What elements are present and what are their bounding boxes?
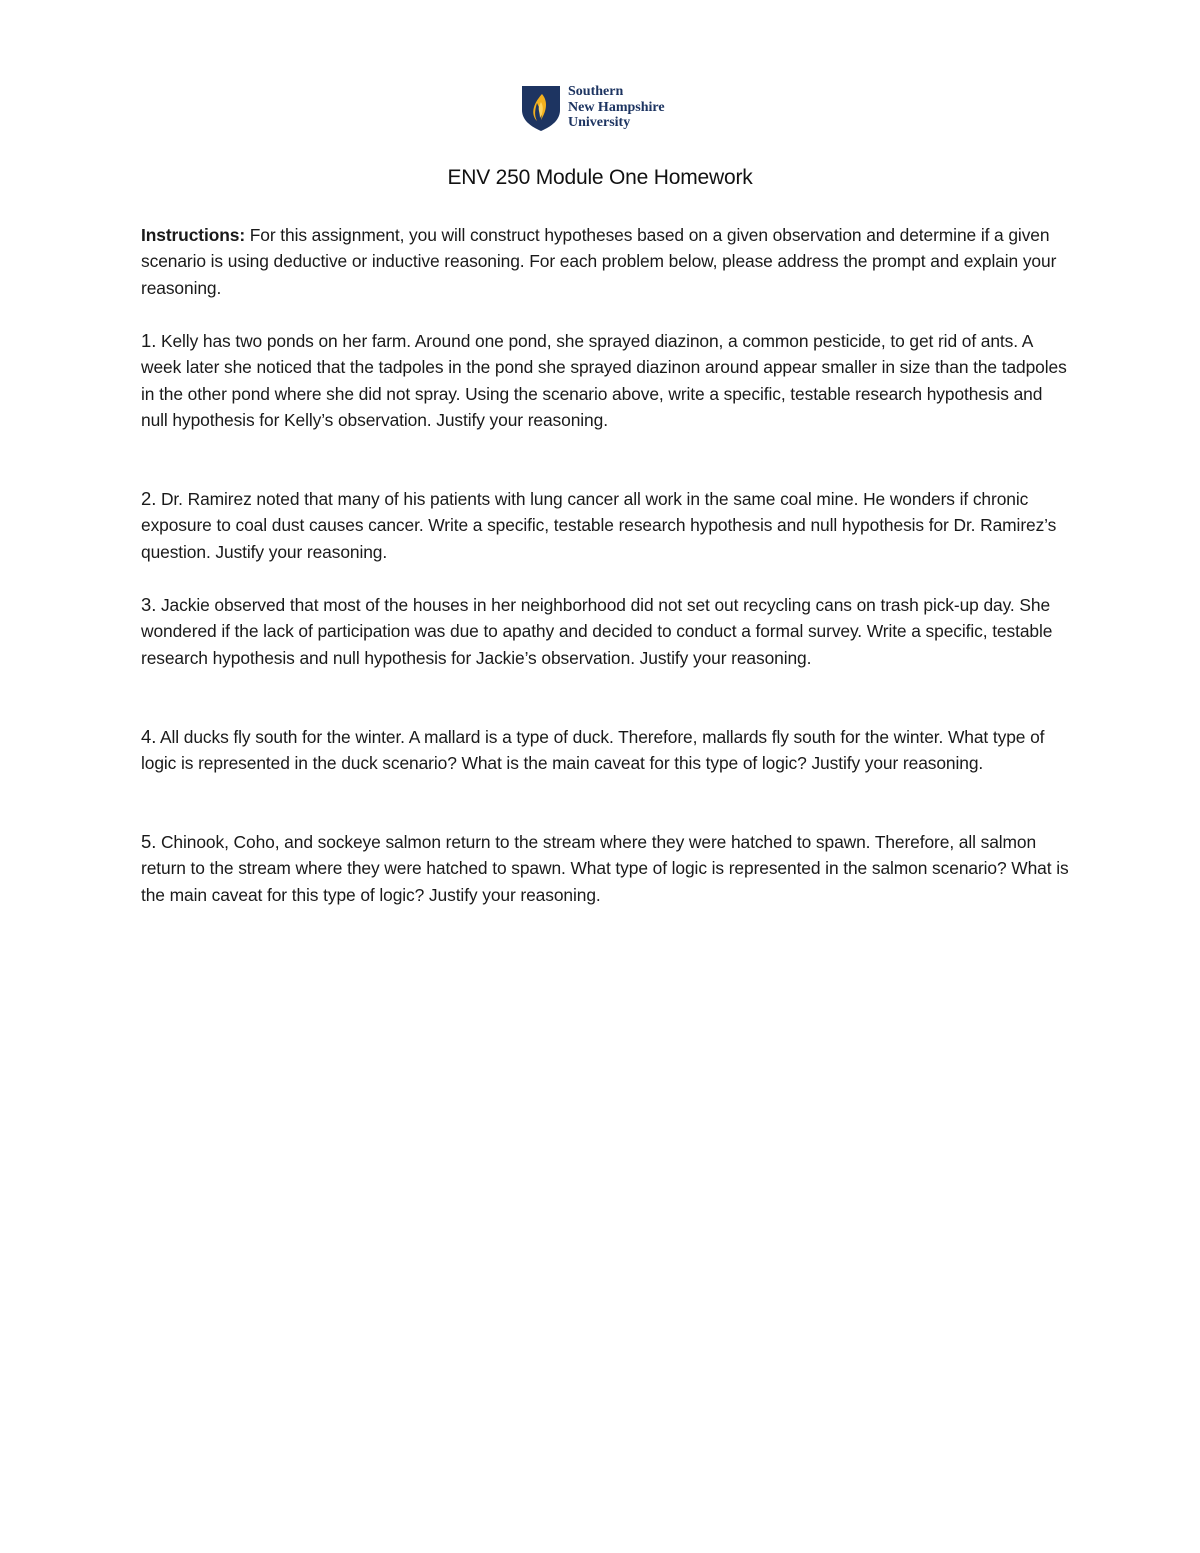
question-1: [141, 328, 1071, 434]
question-text: Kelly has two ponds on her farm. Around one pond, she sprayed diazinon, a common pesticide, to get rid of ants. A week later she noticed that the tadpoles in the pond she sprayed diazinon around appear smaller in size than the tadpoles in the other pond where she did not spray. Using the scenario above, write a specific, testable research hypothesis and null hypothesis for Kelly’s observation. Justify your reasoning.: [141, 331, 1067, 431]
question-2: [141, 486, 1071, 565]
question-text: All ducks fly south for the winter. A mallard is a type of duck. Therefore, mallards fly south for the winter. What type of logic is represented in the duck scenario? What is the main caveat for this type of logic? Justify your reasoning.: [141, 727, 1045, 774]
question-text: Dr. Ramirez noted that many of his patients with lung cancer all work in the same coal mine. He wonders if chronic exposure to coal dust causes cancer. Write a specific, testable research hypothesis and null hypothesis for Dr. Ramirez’s question. Justify your reasoning.: [141, 489, 1057, 562]
logo-line-1: Southern: [568, 84, 624, 99]
university-logo: [520, 84, 665, 132]
question-4: [141, 724, 1071, 777]
question-text: Chinook, Coho, and sockeye salmon return to the stream where they were hatched to spawn. Therefore, all salmon return to the stream where they were hatched to spawn. What type of logic is represented in the salmon scenario? What is the main caveat for this type of logic? Justify your reasoning.: [141, 832, 1069, 905]
question-number: 3.: [141, 594, 157, 615]
question-text: Jackie observed that most of the houses in her neighborhood did not set out recycling cans on trash pick-up day. She wondered if the lack of participation was due to apathy and decided to conduct a formal survey. Write a specific, testable research hypothesis and null hypothesis for Jackie’s observation. Justify your reasoning.: [141, 595, 1053, 668]
question-5: [141, 829, 1071, 908]
question-number: 5.: [141, 831, 157, 852]
shield-flame-icon: [520, 84, 562, 132]
question-number: 4.: [141, 726, 157, 747]
page-title: ENV 250 Module One Homework: [447, 166, 753, 189]
instructions-paragraph: [141, 222, 1071, 301]
question-number: 1.: [141, 330, 157, 351]
instructions-text: For this assignment, you will construct hypotheses based on a given observation and determine if a given scenario is using deductive or inductive reasoning. For each problem below, please address the prompt and explain your reasoning.: [141, 225, 1057, 298]
question-number: 2.: [141, 488, 157, 509]
question-3: [141, 592, 1071, 671]
logo-line-2: New Hampshire: [568, 99, 665, 115]
instructions-label: Instructions:: [141, 225, 246, 245]
logo-wordmark: [568, 84, 665, 131]
logo-line-3: University: [568, 115, 631, 130]
